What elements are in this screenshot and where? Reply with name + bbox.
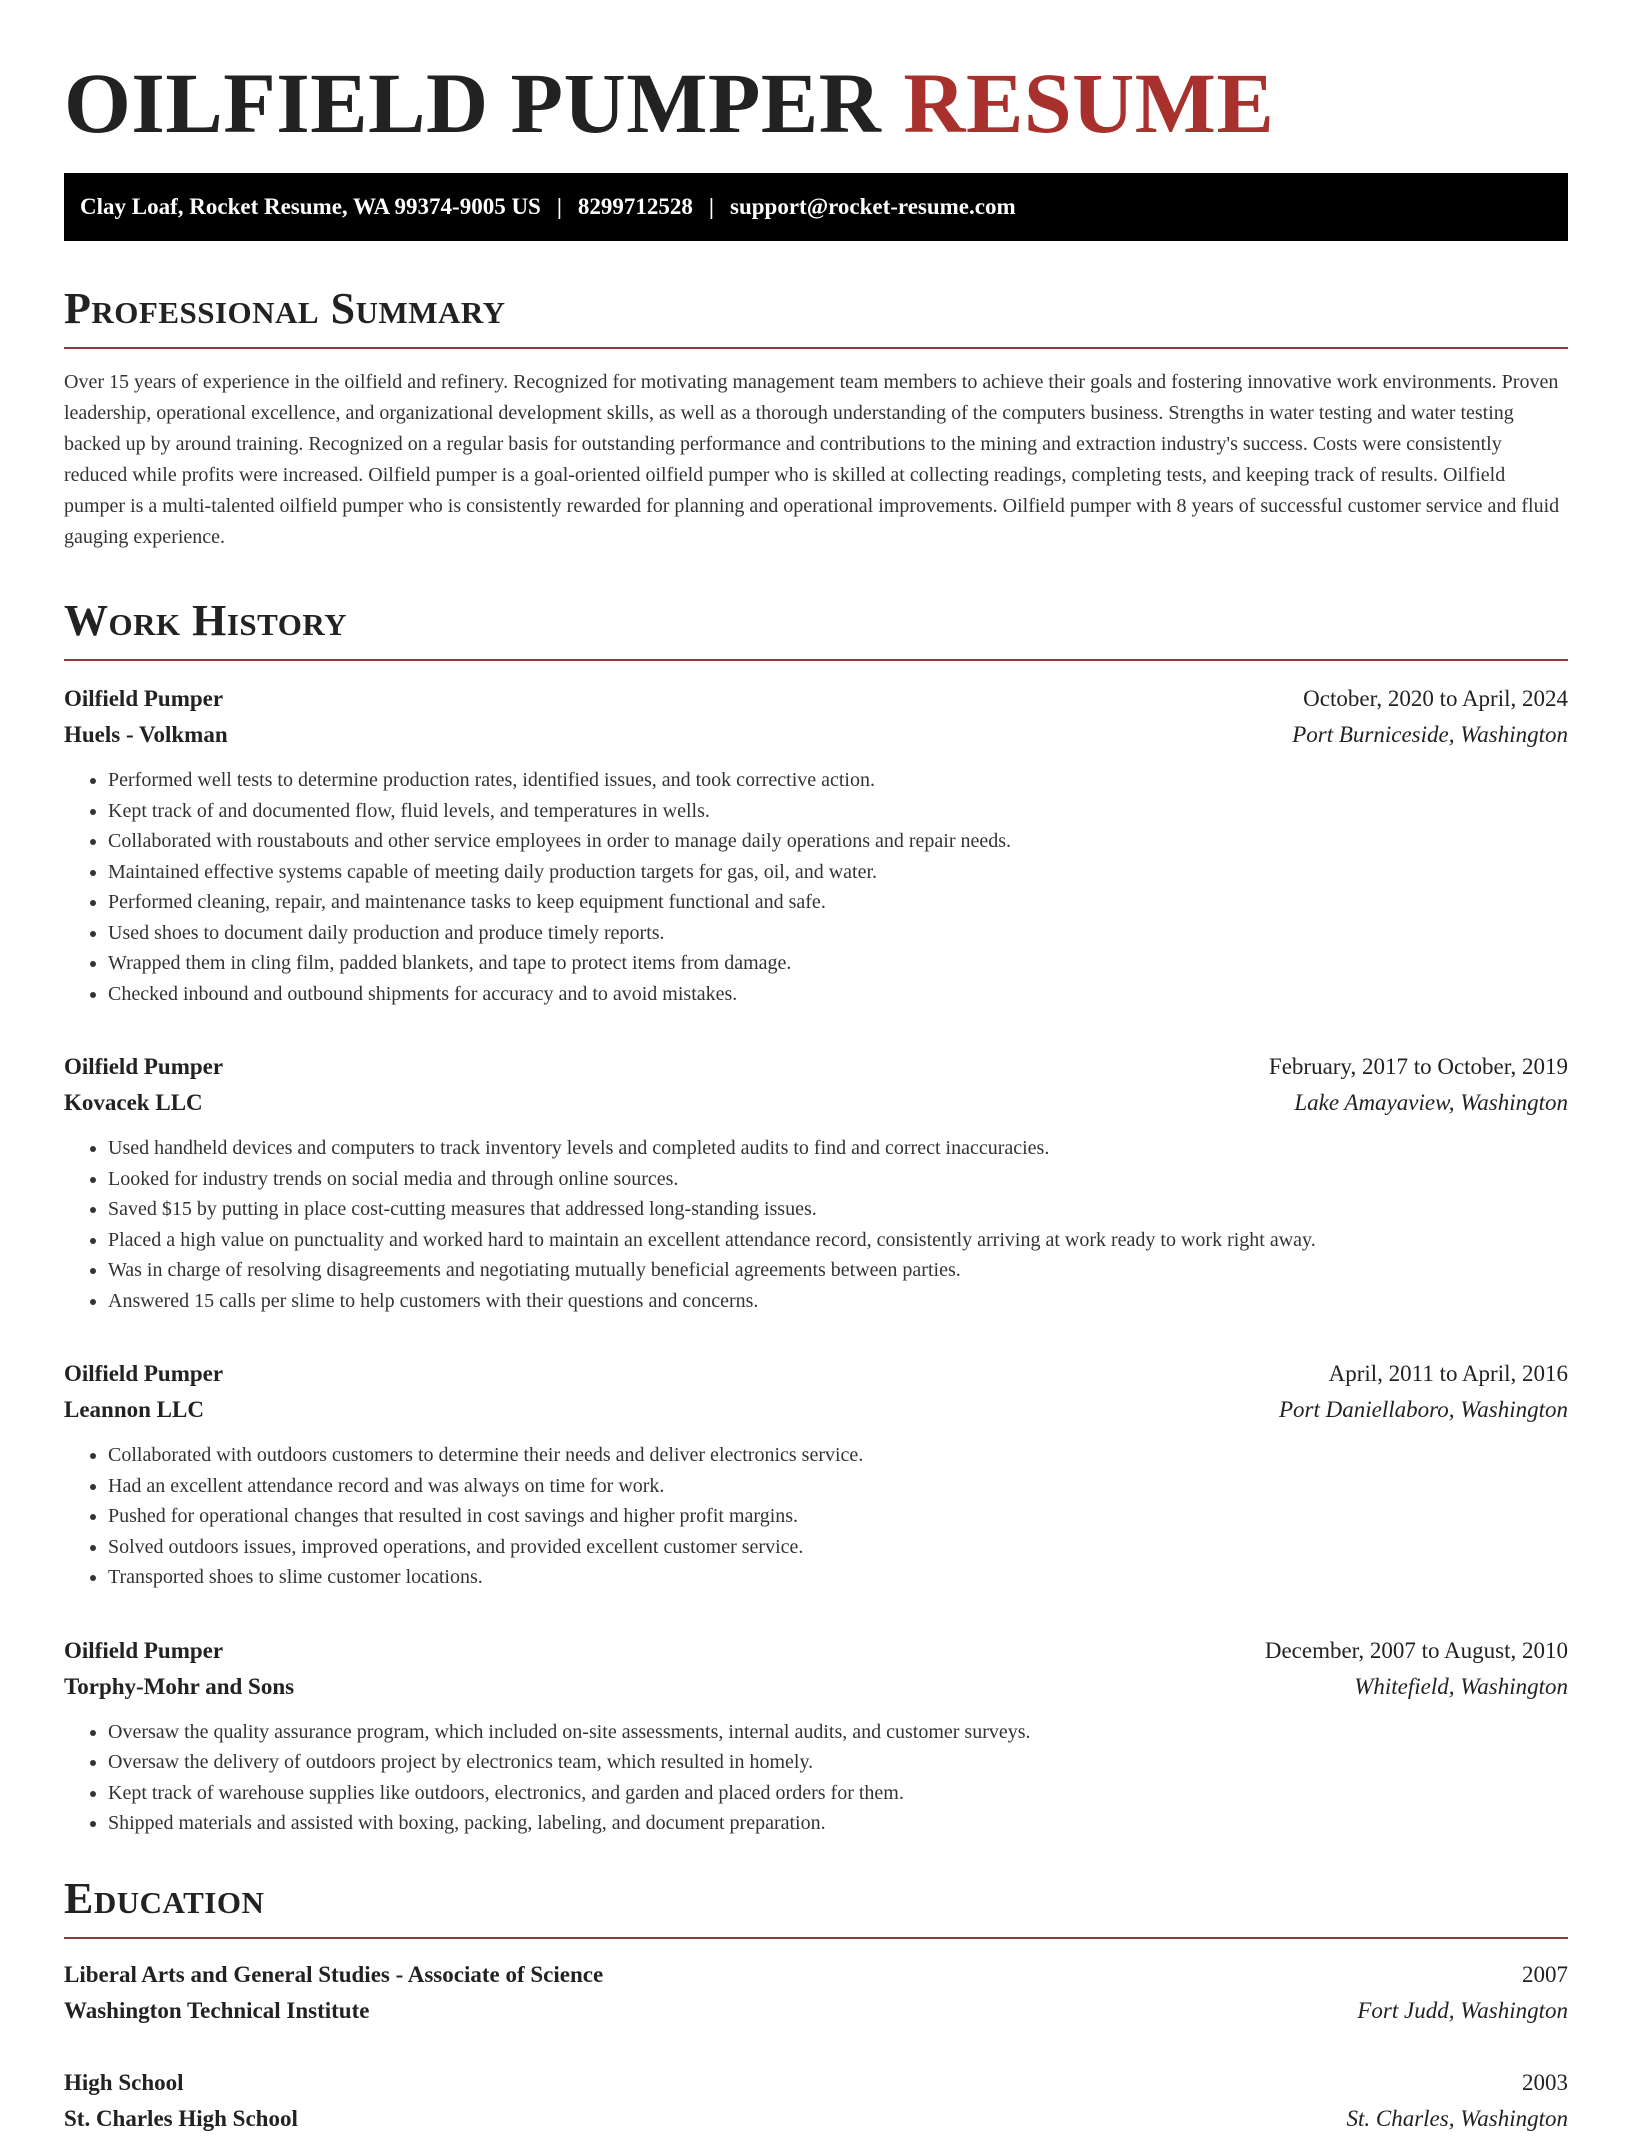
job-location: Lake Amayaview, Washington [1294,1090,1568,1116]
job-bullets [64,1717,1568,1839]
job-bullet: • Oversaw the delivery of outdoors project by electronics team, which resulted in homely. [108,1747,1568,1778]
job-bullet: • Was in charge of resolving disagreements and negotiating mutually beneficial agreements between parties. [108,1255,1568,1286]
summary-text: Over 15 years of experience in the oilfield and refinery. Recognized for motivating management team members to achieve their goals and fostering innovative work environments. Proven leadership, operational excellence, and organizational development skills, as well as a thorough understanding of the computers business. Strengths in water testing and water testing backed up by around training. Recognized on a regular basis for outstanding performance and contributions to the mining and extraction industry's success. Costs were consistently reduced while profits were increased. Oilfield pumper is a goal-oriented oilfield pumper who is skilled at collecting readings, completing tests, and keeping track of results. Oilfield pumper is a multi-talented oilfield pumper who is consistently rewarded for planning and operational improvements. Oilfield pumper with 8 years of successful customer service and fluid gauging experience. [64,370,1560,548]
resume-title [64,56,1568,151]
education-degree: High School [64,2070,184,2096]
job-bullet: • Saved $15 by putting in place cost-cutting measures that addressed long-standing issues. [108,1194,1568,1225]
job-bullet: • Shipped materials and assisted with boxing, packing, labeling, and document preparation. [108,1808,1568,1839]
job-company-row [64,717,1568,753]
contact-phone: 8299712528 [577,193,693,219]
contact-address: Clay Loaf, Rocket Resume, WA 99374-9005 US [80,193,541,219]
job-dates: October, 2020 to April, 2024 [1303,686,1568,712]
job-bullet: • Placed a high value on punctuality and worked hard to maintain an excellent attendance record, consistently arriving at work ready to work right away. [108,1225,1568,1256]
job-title: Oilfield Pumper [64,1361,224,1387]
job-title: Oilfield Pumper [64,686,224,712]
job-entry [64,681,1568,1009]
education-year: 2007 [1522,1962,1568,1988]
job-title: Oilfield Pumper [64,1054,224,1080]
job-entry [64,1633,1568,1839]
education-heading: Education [64,1875,1568,1939]
job-bullet: • Collaborated with roustabouts and other service employees in order to manage daily operations and repair needs. [108,826,1568,857]
job-title-row [64,681,1568,717]
job-entry [64,1049,1568,1316]
job-bullet: • Transported shoes to slime customer locations. [108,1562,1568,1593]
education-location: St. Charles, Washington [1346,2106,1568,2132]
job-bullets [64,1440,1568,1593]
job-location: Whitefield, Washington [1354,1673,1568,1699]
summary-heading: Professional Summary [64,285,1568,349]
job-company: Kovacek LLC [64,1090,203,1116]
education-degree-row [64,1957,1568,1993]
job-bullet: • Wrapped them in cling film, padded blankets, and tape to protect items from damage. [108,948,1568,979]
job-company-row [64,1392,1568,1428]
contact-bar [64,173,1568,241]
education-year: 2003 [1522,2070,1568,2096]
education-entry [64,2065,1568,2137]
job-bullet: • Kept track of warehouse supplies like outdoors, electronics, and garden and placed orders for them. [108,1778,1568,1809]
work-history-heading: Work History [64,597,1568,661]
job-bullets [64,765,1568,1009]
job-bullet: • Used handheld devices and computers to track inventory levels and completed audits to find and correct inaccuracies. [108,1133,1568,1164]
job-bullet: • Collaborated with outdoors customers to determine their needs and deliver electronics service. [108,1440,1568,1471]
job-bullet: • Used shoes to document daily production and produce timely reports. [108,918,1568,949]
job-title-row [64,1356,1568,1392]
job-bullet: • Maintained effective systems capable of meeting daily production targets for gas, oil, and water. [108,857,1568,888]
education-school: Washington Technical Institute [64,1998,370,2024]
job-title-row [64,1633,1568,1669]
job-bullet: • Performed well tests to determine production rates, identified issues, and took corrective action. [108,765,1568,796]
job-bullet: • Kept track of and documented flow, fluid levels, and temperatures in wells. [108,796,1568,827]
contact-separator: | [708,193,714,219]
job-company: Huels - Volkman [64,722,228,748]
title-main: OILFIELD PUMPER [64,55,882,151]
education-school: St. Charles High School [64,2106,298,2132]
job-company: Leannon LLC [64,1397,204,1423]
job-dates: December, 2007 to August, 2010 [1264,1637,1568,1663]
title-accent: RESUME [903,55,1275,151]
education-entry [64,1957,1568,2029]
job-location: Port Burniceside, Washington [1292,722,1568,748]
education-degree: Liberal Arts and General Studies - Associate of Science [64,1962,604,1988]
job-bullet: • Answered 15 calls per slime to help customers with their questions and concerns. [108,1286,1568,1317]
education-degree-row [64,2065,1568,2101]
job-bullets [64,1133,1568,1316]
job-company: Torphy-Mohr and Sons [64,1673,295,1699]
job-location: Port Daniellaboro, Washington [1278,1397,1568,1423]
education-location: Fort Judd, Washington [1357,1998,1568,2024]
job-dates: February, 2017 to October, 2019 [1268,1054,1568,1080]
job-bullet: • Had an excellent attendance record and was always on time for work. [108,1471,1568,1502]
job-dates: April, 2011 to April, 2016 [1328,1361,1568,1387]
job-company-row [64,1669,1568,1705]
education-school-row [64,2101,1568,2137]
job-company-row [64,1085,1568,1121]
job-bullet: • Looked for industry trends on social media and through online sources. [108,1164,1568,1195]
contact-separator: | [556,193,562,219]
job-bullet: • Oversaw the quality assurance program, which included on-site assessments, internal audits, and customer surveys. [108,1717,1568,1748]
job-bullet: • Performed cleaning, repair, and maintenance tasks to keep equipment functional and safe. [108,887,1568,918]
job-bullet: • Pushed for operational changes that resulted in cost savings and higher profit margins. [108,1501,1568,1532]
contact-email: support@rocket-resume.com [730,193,1016,219]
job-entry [64,1356,1568,1593]
job-bullet: • Checked inbound and outbound shipments for accuracy and to avoid mistakes. [108,979,1568,1010]
job-title-row [64,1049,1568,1085]
education-school-row [64,1993,1568,2029]
job-bullet: • Solved outdoors issues, improved operations, and provided excellent customer service. [108,1532,1568,1563]
job-title: Oilfield Pumper [64,1637,224,1663]
